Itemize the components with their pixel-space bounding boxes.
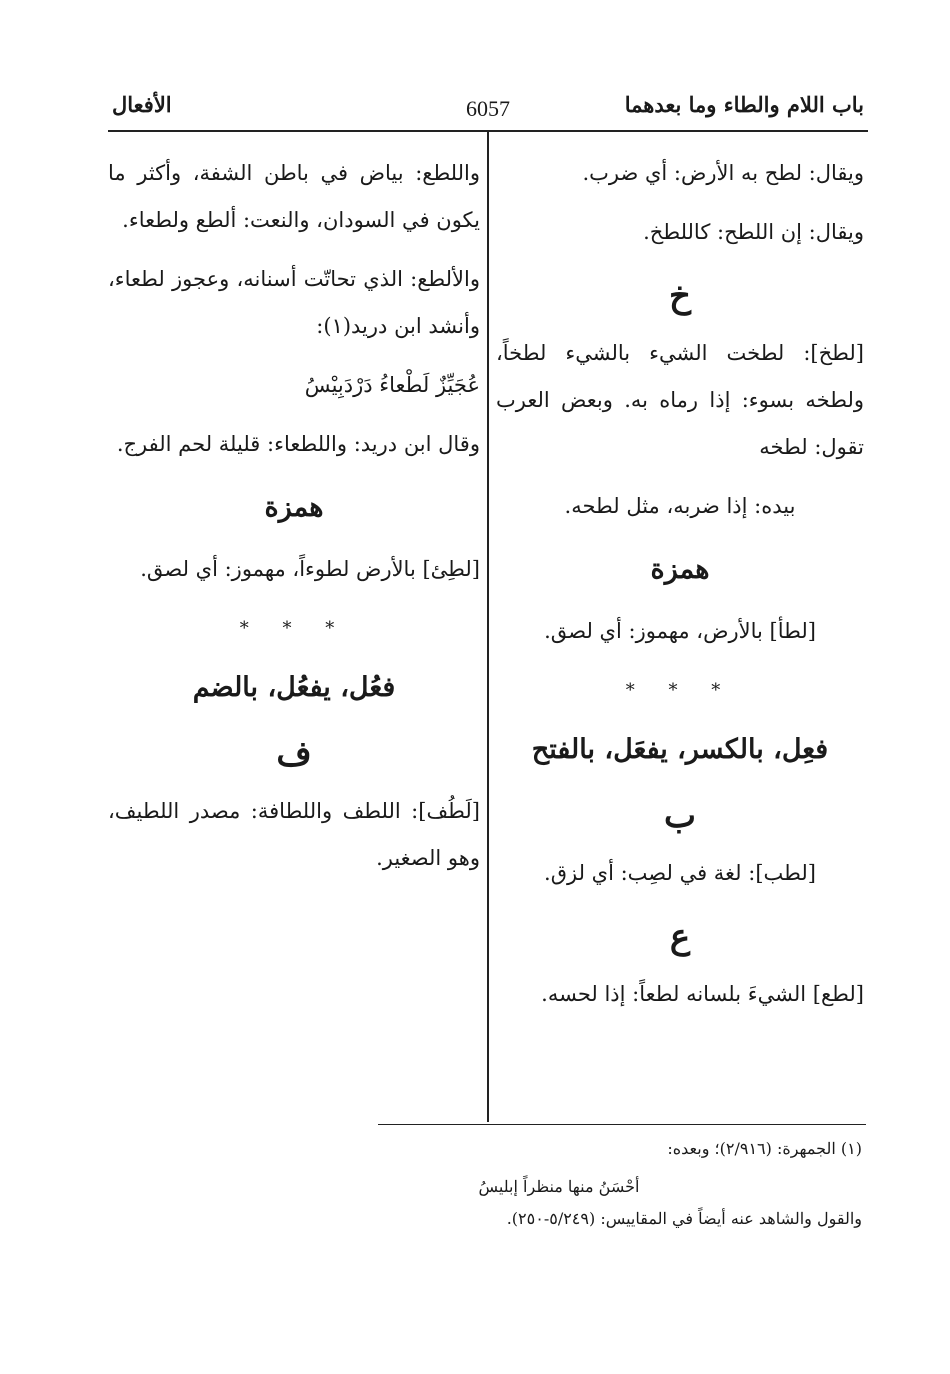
footnote-verse: أحْسَنُ منها منظراً إبليسُ — [478, 1177, 640, 1196]
entry-lati: [لطِئ] بالأرض لطوءاً، مهموز: أي لصق. — [140, 557, 480, 581]
entry-text: والألطع: الذي تحاتّت أسنانه، وعجوز لطعاء، وأنشد ابن دريد(١): — [108, 267, 480, 338]
hamza-heading: همزة — [264, 492, 324, 523]
entry-text: وقال ابن دريد: واللطعاء: قليلة لحم الفرج. — [116, 432, 480, 456]
section-heading-fail-kasr: فعِل، بالكسر، يفعَل، بالفتح — [531, 734, 829, 765]
page-number: 6057 — [466, 96, 510, 121]
entry-text: واللطع: بياض في باطن الشفة، وأكثر ما يكون في السودان، والنعت: ألطع ولطعاء. — [108, 161, 480, 232]
section-heading-fail-damm: فعُل، يفعُل، بالضم — [192, 672, 396, 703]
letter-heading-ayn: ع — [669, 917, 691, 957]
entry-text: ويقال: إن اللطح: كاللطخ. — [643, 220, 864, 244]
letter-heading-ba: ب — [663, 796, 696, 836]
running-header-section: الأفعال — [112, 92, 172, 117]
stars-separator: * * * — [239, 618, 349, 639]
entry-lataha: [لطخ]: لطخت الشيء بالشيء لطخاً، ولطخه بسوء: إذا رماه به. وبعض العرب تقول: لطخه — [496, 341, 864, 459]
entry-lataba: [لطب]: لغة في لصِب: أي لزق. — [544, 861, 816, 885]
stars-separator: * * * — [625, 680, 735, 701]
footnote-rule — [378, 1124, 866, 1125]
column-divider — [487, 132, 489, 1122]
letter-heading-kha: خ — [669, 276, 691, 316]
entry-text: ويقال: لطح به الأرض: أي ضرب. — [582, 161, 864, 185]
running-header-chapter: باب اللام والطاء وما بعدهما — [624, 92, 864, 117]
footnote-1: (١) الجمهرة: (٢/٩١٦)؛ وبعده: — [667, 1139, 862, 1158]
poetry-verse: عُجَيِّزٌ لَطْعاءُ دَرْدَبِيْسُ — [304, 373, 480, 397]
entry-lata: [لطأ] بالأرض، مهموز: أي لصق. — [544, 619, 816, 643]
right-column — [496, 150, 864, 1030]
entry-text: بيده: إذا ضربه، مثل لطحه. — [564, 494, 796, 518]
entry-lataa: [لطع] الشيءَ بلسانه لطعاً: إذا لحسه. — [541, 982, 864, 1006]
letter-heading-fa: ف — [276, 734, 312, 774]
entry-latufa: [لَطُف]: اللطف واللطافة: مصدر اللطيف، وهو الصغير. — [108, 799, 480, 870]
hamza-heading: همزة — [650, 554, 710, 585]
footnote-reference: والقول والشاهد عنه أيضاً في المقاييس: (٥/٢٤٩-٢٥٠). — [506, 1209, 862, 1228]
left-column — [108, 150, 480, 894]
